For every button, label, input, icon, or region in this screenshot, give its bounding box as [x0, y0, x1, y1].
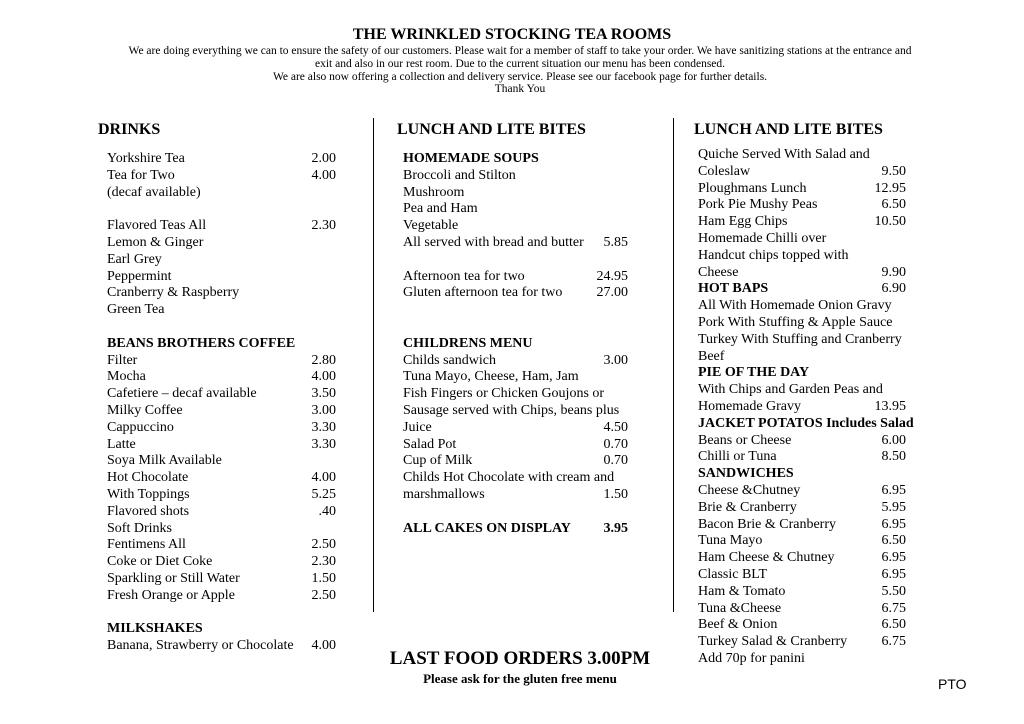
item-name: Childs Hot Chocolate with cream and: [403, 470, 615, 486]
menu-item: [107, 353, 336, 370]
menu-item: [698, 517, 906, 534]
menu-item: [403, 218, 628, 235]
spacer: [107, 605, 336, 622]
item-name: Chilli or Tuna: [698, 449, 777, 465]
item-price: 0.70: [603, 436, 628, 452]
item-name: Flavored Teas All: [107, 218, 207, 234]
item-name: Cheese: [698, 264, 739, 280]
spacer: [403, 504, 628, 521]
menu-item: [698, 248, 906, 265]
item-price: 5.85: [603, 234, 628, 250]
item-name: Handcut chips topped with: [698, 247, 849, 263]
item-price: 6.95: [881, 550, 906, 566]
item-price: 3.00: [311, 402, 336, 418]
item-name: Turkey Salad & Cranberry: [698, 634, 848, 650]
item-price: 3.50: [311, 386, 336, 402]
item-price: 6.95: [881, 516, 906, 532]
item-name: Coke or Diet Coke: [107, 554, 213, 570]
item-price: 6.90: [881, 281, 906, 297]
item-name: Ham & Tomato: [698, 583, 786, 599]
item-name: Cheese &Chutney: [698, 482, 801, 498]
item-name: HOMEMADE SOUPS: [403, 151, 539, 166]
spacer: [403, 319, 628, 336]
menu-item: [698, 315, 906, 332]
item-name: Mushroom: [403, 184, 465, 200]
item-price: 4.00: [311, 470, 336, 486]
item-name: Tea for Two: [107, 167, 175, 183]
menu-item: [403, 386, 628, 403]
item-name: SANDWICHES: [698, 466, 794, 482]
menu-item: [403, 185, 628, 202]
menu-item: [107, 571, 336, 588]
item-price: 9.90: [881, 264, 906, 280]
item-price: 2.50: [311, 537, 336, 553]
item-name: Green Tea: [107, 302, 165, 318]
pto-label: PTO: [938, 676, 967, 692]
item-name: Homemade Gravy: [698, 398, 802, 414]
item-name: Turkey With Stuffing and Cranberry: [698, 331, 902, 347]
menu-item: [698, 349, 906, 366]
item-name: Soft Drinks: [107, 520, 172, 536]
menu-item: [107, 235, 336, 252]
item-price: 6.50: [881, 197, 906, 213]
item-name: Quiche Served With Salad and: [698, 147, 870, 162]
item-name: Beef & Onion: [698, 617, 778, 633]
menu-item: [403, 369, 628, 386]
item-price: .40: [318, 503, 336, 519]
menu-item: [107, 403, 336, 420]
menu-item: [698, 214, 906, 231]
last-orders-notice: LAST FOOD ORDERS 3.00PM: [389, 648, 651, 669]
item-name: Homemade Chilli over: [698, 230, 827, 246]
item-name: Afternoon tea for two: [403, 268, 525, 284]
item-name: Pea and Ham: [403, 201, 478, 217]
item-price: 1.50: [603, 486, 628, 502]
menu-item: [107, 285, 336, 302]
item-name: marshmallows: [403, 486, 485, 502]
item-price: 8.50: [881, 449, 906, 465]
menu-item: [107, 151, 336, 168]
drinks-column: [107, 151, 336, 655]
item-name: Cafetiere – decaf available: [107, 386, 257, 402]
item-name: Brie & Cranberry: [698, 499, 797, 515]
menu-item: [107, 218, 336, 235]
item-name: Add 70p for panini: [698, 650, 805, 666]
menu-item: [698, 483, 906, 500]
menu-section-header: [698, 281, 906, 298]
item-name: Soya Milk Available: [107, 453, 222, 469]
menu-item: [403, 487, 628, 504]
spacer: [107, 319, 336, 336]
spacer: [403, 302, 628, 319]
menu-item: [107, 437, 336, 454]
item-price: 2.80: [311, 352, 336, 368]
menu-item: [107, 521, 336, 538]
menu-item: [107, 554, 336, 571]
menu-item: [403, 201, 628, 218]
item-name: MILKSHAKES: [107, 621, 203, 637]
item-name: CHILDRENS MENU: [403, 335, 533, 351]
item-name: Juice: [403, 419, 432, 435]
item-price: 3.00: [603, 352, 628, 368]
menu-section-header: [403, 336, 628, 353]
menu-item: [698, 634, 906, 651]
item-name: Fentimens All: [107, 537, 186, 553]
drinks-heading: DRINKS: [98, 121, 161, 138]
menu-item: [698, 147, 906, 164]
lunch-heading-2: LUNCH AND LITE BITES: [694, 121, 883, 138]
menu-section-header: [698, 415, 914, 433]
menu-item: [107, 269, 336, 286]
item-name: Flavored shots: [107, 503, 190, 519]
item-name: ALL CAKES ON DISPLAY: [403, 520, 571, 536]
menu-title: THE WRINKLED STOCKING TEA ROOMS: [352, 26, 672, 43]
item-name: BEANS BROTHERS COFFEE: [107, 335, 296, 351]
item-price: 6.75: [881, 634, 906, 650]
menu-item: [403, 269, 628, 286]
item-price: 1.50: [311, 570, 336, 586]
item-name: Mocha: [107, 369, 146, 385]
item-name: PIE OF THE DAY: [698, 365, 810, 381]
item-name: Filter: [107, 352, 138, 368]
column-divider: [673, 118, 674, 612]
item-name: Cranberry & Raspberry: [107, 285, 240, 301]
item-name: Tuna Mayo, Cheese, Ham, Jam: [403, 369, 579, 385]
menu-item: [698, 197, 906, 214]
menu-item: [698, 601, 906, 618]
item-name: Latte: [107, 436, 136, 452]
menu-item: [698, 231, 906, 248]
item-name: Yorkshire Tea: [107, 151, 185, 166]
menu-item: [403, 437, 628, 454]
item-name: Earl Grey: [107, 251, 162, 267]
lunch-heading-1: LUNCH AND LITE BITES: [397, 121, 586, 138]
menu-item: [698, 449, 906, 466]
item-price: 6.50: [881, 533, 906, 549]
item-name: Lemon & Ginger: [107, 234, 204, 250]
menu-item: [403, 353, 628, 370]
item-name: Tuna Mayo: [698, 533, 763, 549]
item-price: 3.30: [311, 436, 336, 452]
item-price: 0.70: [603, 453, 628, 469]
menu-section-header: [403, 521, 628, 538]
intro-line: exit and also in our rest room. Due to the current situation our menu has been condensed.: [314, 57, 726, 70]
item-name: Ham Egg Chips: [698, 214, 788, 230]
menu-section-header: [107, 621, 336, 638]
item-name: Fish Fingers or Chicken Goujons or: [403, 386, 605, 402]
menu-item: [107, 504, 336, 521]
menu-item: [698, 617, 906, 634]
item-name: Bacon Brie & Cranberry: [698, 516, 837, 532]
item-name: JACKET POTATOS Includes Salad: [698, 415, 914, 431]
menu-item: [698, 181, 906, 198]
item-name: Vegetable: [403, 218, 459, 234]
intro-line: Thank You: [494, 83, 546, 96]
column-divider: [373, 118, 374, 612]
menu-section-header: [698, 466, 906, 483]
menu-item: [698, 533, 906, 550]
item-price: 24.95: [596, 268, 628, 284]
item-name: Tuna &Cheese: [698, 600, 782, 616]
lunch-column-1: [403, 151, 628, 537]
item-name: HOT BAPS: [698, 281, 769, 297]
item-name: Cup of Milk: [403, 453, 473, 469]
item-name: Classic BLT: [698, 566, 768, 582]
menu-item: [107, 386, 336, 403]
menu-item: [698, 399, 906, 416]
intro-notice: [90, 45, 950, 96]
item-price: 5.95: [881, 499, 906, 515]
item-price: 5.25: [311, 486, 336, 502]
menu-item: [403, 403, 628, 420]
menu-item: [107, 252, 336, 269]
item-name: With Toppings: [107, 486, 190, 502]
item-name: Coleslaw: [698, 163, 751, 179]
menu-item: [403, 453, 628, 470]
item-price: 5.50: [881, 583, 906, 599]
menu-item: [107, 185, 336, 202]
menu-item: [107, 420, 336, 437]
menu-item: [698, 550, 906, 567]
item-price: 4.00: [311, 638, 336, 654]
menu-item: [698, 382, 906, 399]
menu-item: [403, 168, 628, 185]
item-price: 13.95: [874, 398, 906, 414]
menu-item: [107, 302, 336, 319]
menu-item: [107, 487, 336, 504]
item-name: With Chips and Garden Peas and: [698, 382, 883, 398]
item-name: (decaf available): [107, 184, 201, 200]
item-name: Pork Pie Mushy Peas: [698, 197, 818, 213]
item-name: Ploughmans Lunch: [698, 180, 807, 196]
item-name: All With Homemade Onion Gravy: [698, 298, 892, 314]
item-name: Peppermint: [107, 268, 172, 284]
menu-item: [107, 369, 336, 386]
item-price: 6.95: [881, 482, 906, 498]
menu-section-header: [403, 151, 628, 168]
menu-item: [107, 537, 336, 554]
menu-section-header: [107, 336, 336, 353]
item-price: 12.95: [874, 180, 906, 196]
gluten-free-note: Please ask for the gluten free menu: [423, 671, 617, 686]
item-price: 6.50: [881, 617, 906, 633]
item-price: 6.95: [881, 566, 906, 582]
item-name: Sparkling or Still Water: [107, 570, 240, 586]
menu-item: [403, 235, 628, 252]
item-price: 3.30: [311, 419, 336, 435]
item-name: Gluten afternoon tea for two: [403, 285, 563, 301]
item-price: 4.50: [603, 419, 628, 435]
item-price: 3.95: [603, 520, 628, 536]
item-name: Beans or Cheese: [698, 432, 792, 448]
spacer: [403, 252, 628, 269]
menu-item: [403, 470, 628, 487]
spacer: [107, 201, 336, 218]
intro-line: We are also now offering a collection and delivery service. Please see our facebook page for further details.: [272, 70, 768, 83]
menu-item: [698, 298, 906, 315]
menu-item: [403, 420, 628, 437]
item-name: Pork With Stuffing & Apple Sauce: [698, 314, 893, 330]
item-name: Sausage served with Chips, beans plus: [403, 402, 620, 418]
item-price: 6.00: [881, 432, 906, 448]
menu-item: [698, 500, 906, 517]
menu-item: [107, 453, 336, 470]
menu-item: [698, 164, 906, 181]
item-name: Banana, Strawberry or Chocolate: [107, 638, 294, 654]
item-name: Fresh Orange or Apple: [107, 587, 235, 603]
menu-item: [698, 584, 906, 601]
item-price: 4.00: [311, 167, 336, 183]
item-price: 2.30: [311, 554, 336, 570]
item-name: Milky Coffee: [107, 402, 183, 418]
menu-section-header: [698, 365, 906, 382]
item-price: 2.00: [311, 151, 336, 166]
intro-line: We are doing everything we can to ensure the safety of our customers. Please wait for a member of staff to take your order. We have sanitizing stations at the entrance and: [128, 45, 912, 57]
item-price: 6.75: [881, 600, 906, 616]
item-price: 2.50: [311, 587, 336, 603]
item-name: Cappuccino: [107, 419, 174, 435]
item-name: All served with bread and butter: [403, 234, 584, 250]
item-name: Beef: [698, 348, 725, 364]
menu-item: [107, 470, 336, 487]
menu-item: [107, 168, 336, 185]
menu-item: [698, 332, 906, 349]
item-name: Hot Chocolate: [107, 470, 189, 486]
item-name: Ham Cheese & Chutney: [698, 550, 835, 566]
item-price: 9.50: [881, 163, 906, 179]
item-price: 4.00: [311, 369, 336, 385]
item-name: Childs sandwich: [403, 352, 496, 368]
menu-item: [698, 265, 906, 282]
item-name: Broccoli and Stilton: [403, 167, 516, 183]
item-price: 10.50: [874, 214, 906, 230]
menu-item: [107, 588, 336, 605]
lunch-column-2: [698, 147, 914, 668]
item-price: 27.00: [596, 285, 628, 301]
menu-item: [698, 651, 906, 668]
menu-item: [698, 567, 906, 584]
item-name: Salad Pot: [403, 436, 457, 452]
item-price: 2.30: [311, 218, 336, 234]
menu-item: [107, 638, 336, 655]
menu-item: [698, 433, 906, 450]
menu-item: [403, 285, 628, 302]
